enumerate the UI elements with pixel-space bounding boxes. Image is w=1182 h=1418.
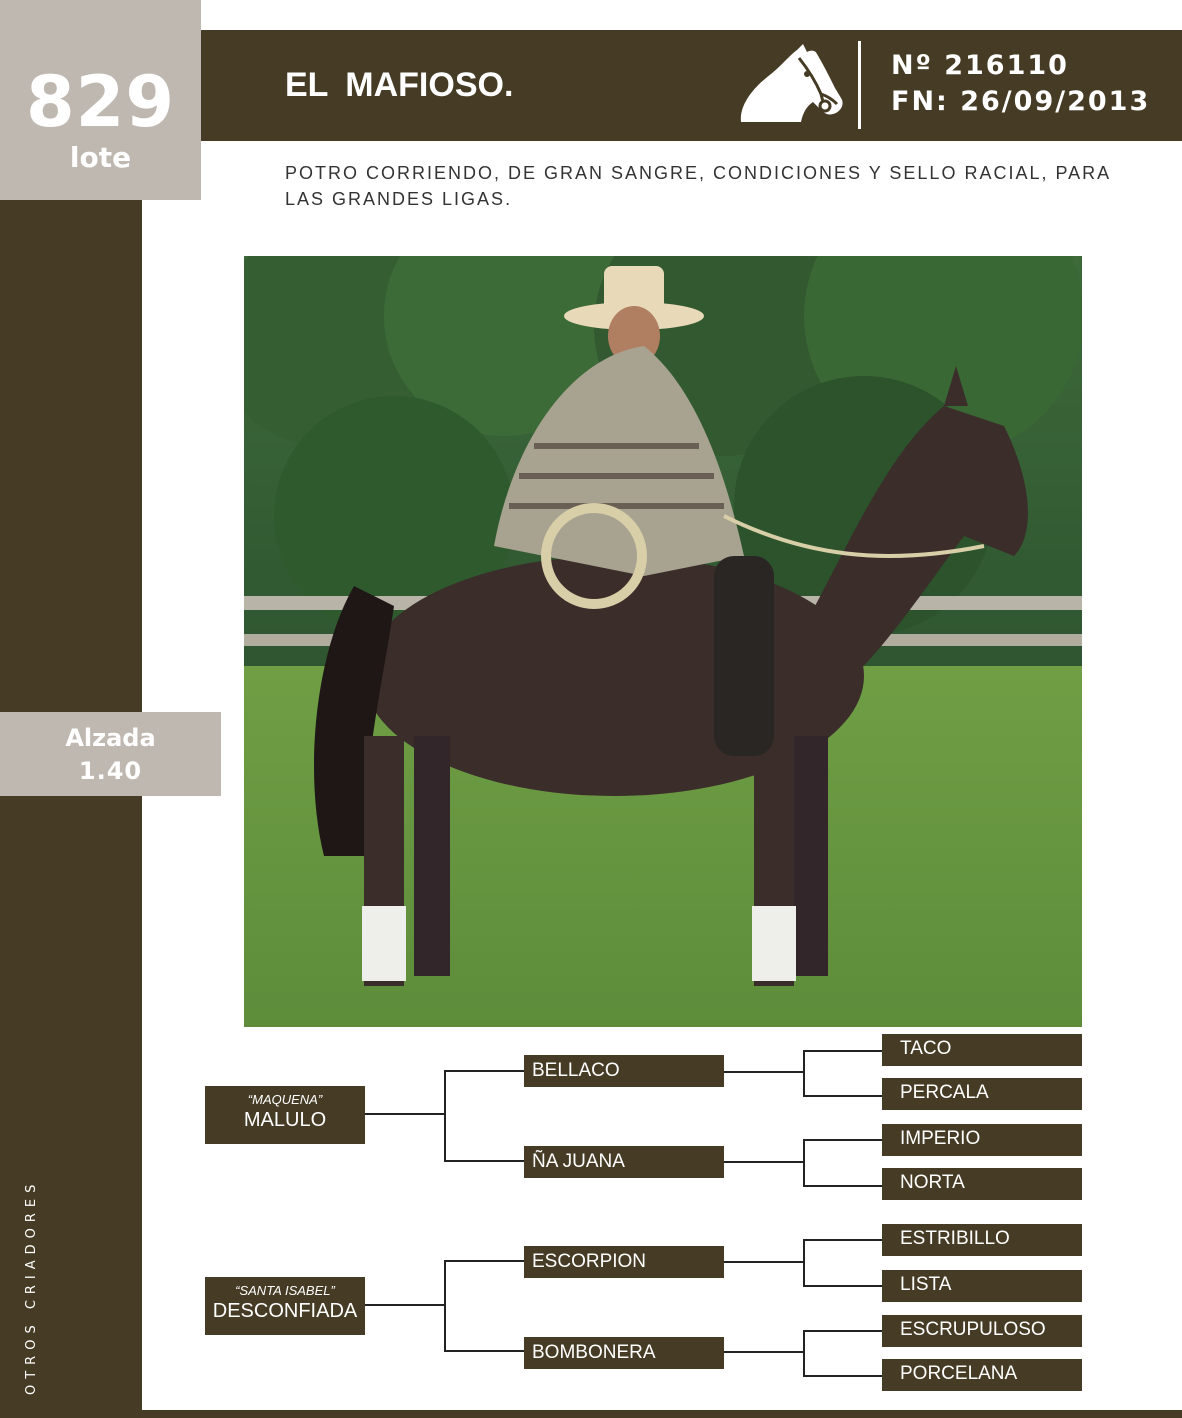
dam-name: DESCONFIADA — [212, 1300, 358, 1322]
horse-rider-photo — [244, 256, 1082, 1027]
height-value: 1.40 — [78, 757, 143, 785]
registration-number: Nº 216110 — [891, 50, 1069, 81]
height-box — [0, 712, 221, 796]
header-bar — [201, 30, 1182, 141]
pedigree-paternal-grandsire: BELLACO — [524, 1055, 724, 1087]
pedigree-dam — [205, 1277, 365, 1335]
sire-name: MALULO — [243, 1109, 327, 1131]
lot-number: 829 — [25, 61, 176, 143]
pedigree-sire — [205, 1086, 365, 1144]
pedigree-gen3-item: LISTA — [882, 1270, 1082, 1302]
header-divider — [858, 41, 861, 129]
bottom-bar — [142, 1410, 1182, 1418]
side-caption: OTROS CRIADORES — [24, 1178, 39, 1395]
pedigree-paternal-granddam: ÑA JUANA — [524, 1146, 724, 1178]
pedigree-gen3-item: NORTA — [882, 1168, 1082, 1200]
pedigree-gen3-item: TACO — [882, 1034, 1082, 1066]
sire-nickname: “MAQUENA” — [247, 1092, 323, 1107]
horse-head-icon — [737, 44, 845, 128]
pedigree-gen3-item: IMPERIO — [882, 1124, 1082, 1156]
horse-description: POTRO CORRIENDO, DE GRAN SANGRE, CONDICIONES Y SELLO RACIAL, PARA LAS GRANDES LIGAS. — [285, 163, 1111, 209]
height-label: Alzada — [65, 724, 156, 752]
pedigree-gen3-item: ESCRUPULOSO — [882, 1315, 1082, 1347]
lot-box — [0, 0, 201, 200]
left-sidebar — [0, 200, 142, 1418]
pedigree-gen3-item: ESTRIBILLO — [882, 1224, 1082, 1256]
pedigree-gen3-item: PERCALA — [882, 1078, 1082, 1110]
birth-date: FN: 26/09/2013 — [891, 86, 1151, 117]
pedigree-maternal-granddam: BOMBONERA — [524, 1337, 724, 1369]
pedigree-gen3-item: PORCELANA — [882, 1359, 1082, 1391]
horse-name: EL MAFIOSO. — [285, 66, 514, 104]
dam-nickname: “SANTA ISABEL” — [235, 1283, 335, 1298]
pedigree-maternal-grandsire: ESCORPION — [524, 1246, 724, 1278]
lot-label: lote — [69, 141, 132, 174]
